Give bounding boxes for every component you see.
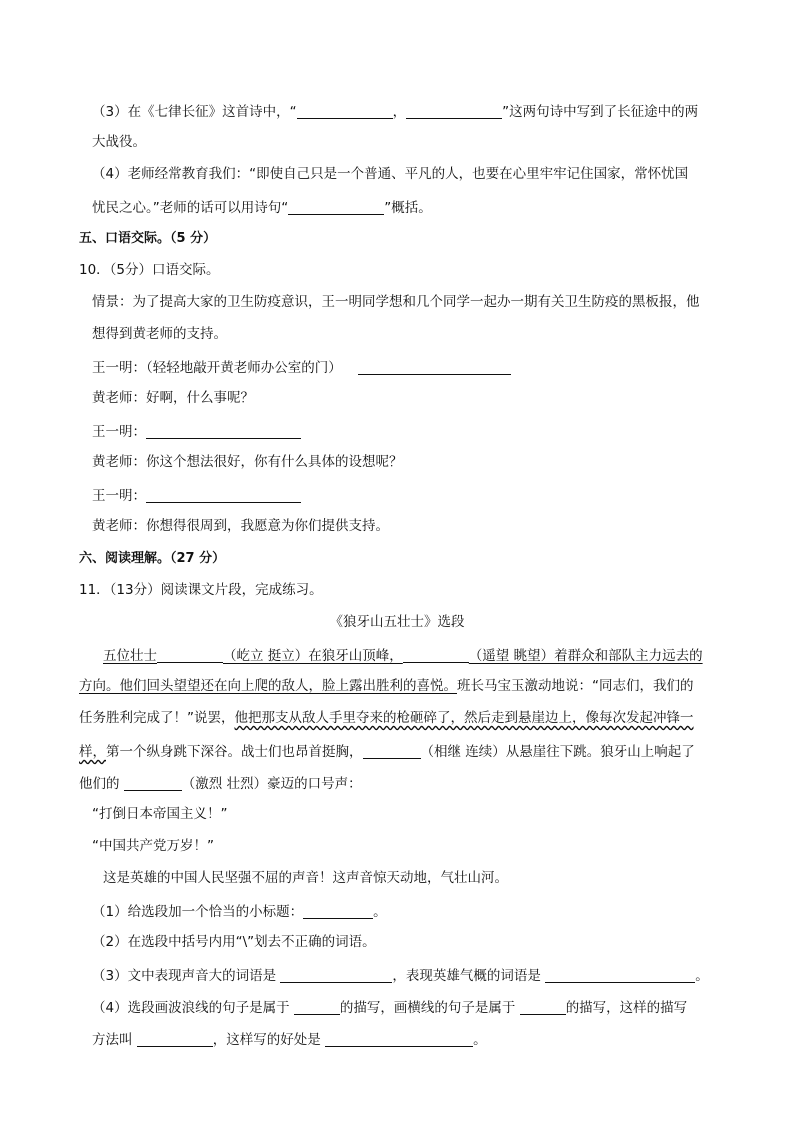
answer-blank[interactable]: [297, 104, 393, 119]
answer-blank[interactable]: [146, 488, 301, 503]
passage-line: [79, 776, 362, 792]
question-title: 11．（13分）阅读课文片段，完成练习。: [79, 582, 323, 598]
passage-text: （屹立 挺立）在狼牙山顶峰，: [223, 648, 403, 664]
subquestion-text: 的描写，这样的描写: [565, 1000, 688, 1016]
passage-text: 班长马宝玉激动地说：“同志们，我们的: [457, 678, 694, 694]
answer-blank[interactable]: [403, 648, 469, 663]
slogan: “中国共产党万岁！”: [92, 838, 214, 854]
dialogue-line: [92, 360, 511, 376]
answer-blank[interactable]: [363, 744, 421, 759]
subquestion-text: 。: [695, 968, 709, 984]
subquestion-text: （4）选段画波浪线的句子是属于: [92, 1000, 294, 1016]
passage-wavy-text: 样，: [79, 744, 106, 760]
passage-line: [79, 680, 694, 694]
passage-text: （相继 连续）从悬崖往下跳。狼牙山上响起了: [420, 744, 695, 760]
subquestion-text: （1）给选段加一个恰当的小标题：: [92, 904, 304, 920]
section-heading: 六、阅读理解。（27 分）: [79, 551, 226, 566]
passage-line: [79, 744, 695, 760]
dialogue-text: 王一明：: [92, 424, 146, 440]
subquestion-text: 。: [473, 1032, 487, 1048]
q9-sub4-line1: （4）老师经常教育我们：“即使自己只是一个普通、平凡的人，也要在心里牢牢记住国家，常怀忧国: [92, 166, 689, 182]
q9-sub4-pre: 忧民之心。”老师的话可以用诗句“: [92, 200, 289, 216]
subquestion-text: 。: [373, 904, 387, 920]
passage-text: （遥望 眺望）着群众和部队主力远去的: [468, 648, 703, 664]
dialogue-line: [92, 488, 301, 504]
q9-sub3-mid: ，: [392, 104, 407, 120]
q9-sub3-line1: [92, 104, 698, 120]
answer-blank[interactable]: [288, 200, 384, 215]
answer-blank[interactable]: [406, 104, 502, 119]
answer-blank[interactable]: [280, 968, 392, 983]
passage-wavy-text: 他把那支从敌人手里夺来的枪砸碎了，然后走到悬崖边上，像每次发起冲锋一: [234, 710, 694, 726]
dialogue-line: 黄老师：你想得很周到，我愿意为你们提供支持。: [92, 518, 389, 534]
q9-sub3-post: ”这两句诗中写到了长征途中的两: [502, 104, 699, 120]
dialogue-text: 王一明：（轻轻地敲开黄老师办公室的门）: [92, 360, 342, 376]
answer-blank[interactable]: [358, 360, 511, 375]
answer-blank[interactable]: [520, 1000, 566, 1015]
passage-line: [103, 648, 703, 664]
section-heading: 五、口语交际。（5 分）: [79, 231, 217, 246]
passage-text: 五位壮士: [103, 648, 157, 664]
subquestion: [92, 904, 387, 920]
q9-sub4-post: ”概括。: [384, 200, 432, 216]
q9-sub3-line2: 大战役。: [92, 134, 146, 150]
subquestion-text: 的描写，画横线的句子是属于: [339, 1000, 520, 1016]
answer-blank[interactable]: [137, 1032, 213, 1047]
passage-text: （激烈 壮烈）豪迈的口号声：: [181, 776, 362, 792]
passage-closing: 这是英雄的中国人民坚强不屈的声音！这声音惊天动地，气壮山河。: [103, 870, 508, 886]
scene-line: 想得到黄老师的支持。: [92, 326, 227, 342]
q9-sub3-pre: （3）在《七律长征》这首诗中，“: [92, 104, 297, 120]
dialogue-line: 黄老师：你这个想法很好，你有什么具体的设想呢？: [92, 454, 403, 470]
subquestion-text: （3）文中表现声音大的词语是: [92, 968, 281, 984]
answer-blank[interactable]: [157, 648, 223, 663]
subquestion: [92, 968, 709, 984]
passage-text: 他们的: [79, 776, 124, 792]
subquestion: [92, 1000, 687, 1016]
subquestion-text: 方法叫: [92, 1032, 137, 1048]
subquestion-text: ，表现英雄气概的词语是: [392, 968, 546, 984]
q9-sub4-line2: [92, 200, 432, 216]
answer-blank[interactable]: [146, 424, 301, 439]
answer-blank[interactable]: [303, 904, 373, 919]
subquestion-text: ，这样写的好处是: [212, 1032, 326, 1048]
scene-line: 情景：为了提高大家的卫生防疫意识，王一明同学想和几个同学一起办一期有关卫生防疫的黑板报，他: [92, 294, 700, 310]
passage-text: 方向。他们回头望望还在向上爬的敌人，脸上露出胜利的喜悦。: [79, 678, 457, 694]
passage-text: 第一个纵身跳下深谷。战士们也昂首挺胸，: [106, 744, 363, 760]
slogan: “打倒日本帝国主义！”: [92, 806, 228, 822]
passage-line: [79, 712, 694, 726]
dialogue-text: 王一明：: [92, 488, 146, 504]
subquestion: [92, 1032, 487, 1048]
answer-blank[interactable]: [545, 968, 695, 983]
answer-blank[interactable]: [325, 1032, 473, 1047]
dialogue-line: 黄老师：好啊，什么事呢？: [92, 390, 254, 406]
passage-text: 任务胜利完成了！”说罢，: [79, 710, 235, 726]
question-title: 10．（5分）口语交际。: [79, 262, 220, 278]
answer-blank[interactable]: [294, 1000, 340, 1015]
subquestion: （2）在选段中括号内用“\”划去不正确的词语。: [92, 934, 376, 950]
answer-blank[interactable]: [124, 776, 182, 791]
passage-title: 《狼牙山五壮士》选段: [329, 614, 465, 630]
dialogue-line: [92, 424, 301, 440]
